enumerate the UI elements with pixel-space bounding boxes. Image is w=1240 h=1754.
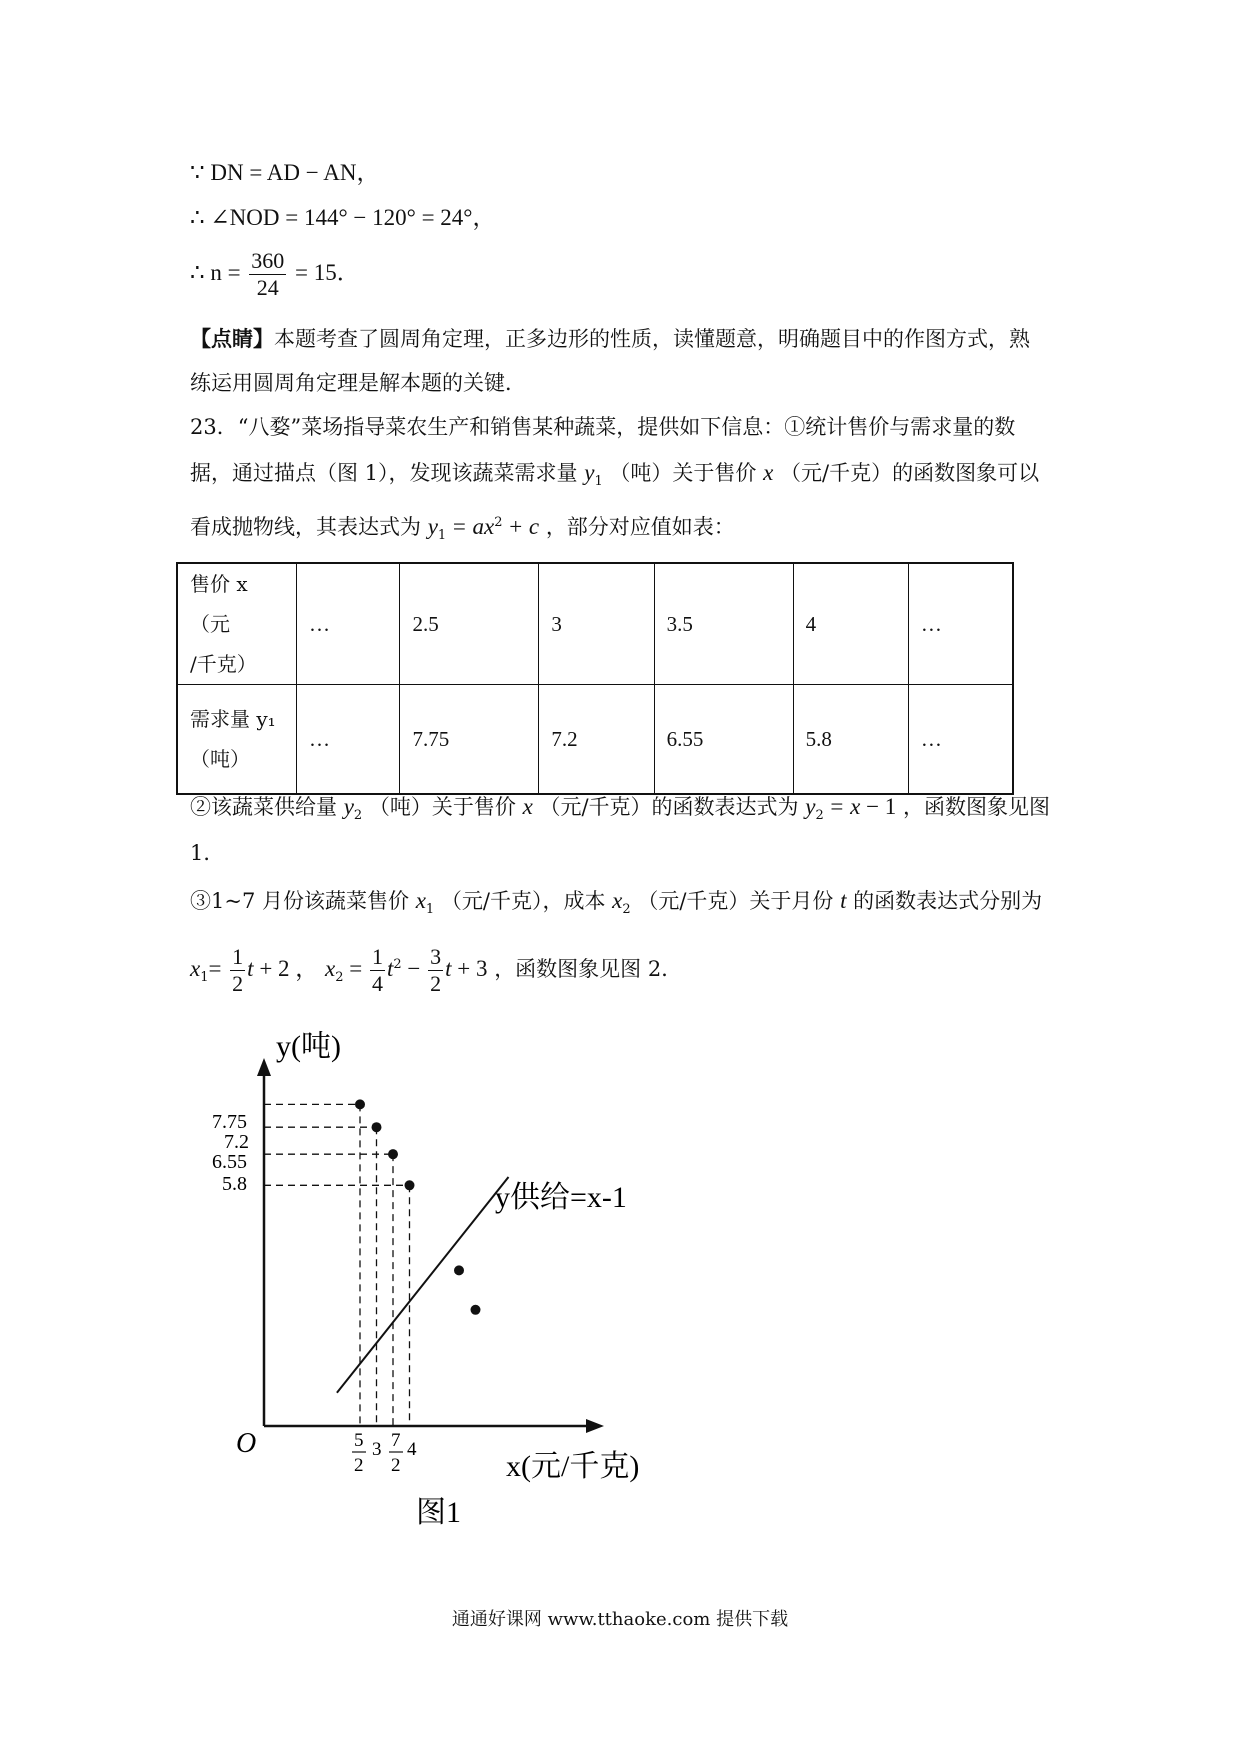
table-cell: … bbox=[297, 563, 400, 685]
table-cell: 5.8 bbox=[793, 685, 908, 795]
line-dn: ∵ DN = AD − AN， bbox=[190, 160, 380, 185]
table-cell: 7.2 bbox=[539, 685, 654, 795]
table-cell: … bbox=[908, 685, 1013, 795]
comment-line-1: 【点睛】本题考查了圆周角定理，正多边形的性质，读懂题意，明确题目中的作图方式，熟 bbox=[190, 326, 1030, 351]
y-axis-label: y(吨) bbox=[276, 1030, 341, 1063]
q23-line-3: 看成抛物线，其表达式为 $y_1 = ax^2 + c$ ，部分对应值如表： bbox=[190, 514, 735, 544]
table-cell: 3 bbox=[539, 563, 654, 685]
q23-line-2: 据，通过描点（图 1），发现该蔬菜需求量 $y_1$ （吨）关于售价 x （元/千克）的函数图象可以 bbox=[190, 460, 1040, 490]
table-cell: … bbox=[297, 685, 400, 795]
demand-point bbox=[372, 1122, 382, 1132]
y-tick-label: 5.8 bbox=[222, 1173, 247, 1195]
demand-point bbox=[454, 1265, 464, 1275]
table-row-header: 售价 x（元 /千克） bbox=[177, 563, 297, 685]
q23-line-1: 23．“八婺”菜场指导菜农生产和销售某种蔬菜，提供如下信息：①统计售价与需求量的数 bbox=[190, 415, 1016, 439]
x-tick-label-7-2 bbox=[389, 1430, 403, 1476]
y-tick-label: 6.55 bbox=[212, 1151, 247, 1173]
comment-line-2: 练运用圆周角定理是解本题的关键． bbox=[190, 371, 526, 395]
table-cell: 3.5 bbox=[654, 563, 793, 685]
svg-text:5: 5 bbox=[354, 1430, 364, 1451]
table-cell: … bbox=[908, 563, 1013, 685]
svg-text:2: 2 bbox=[354, 1455, 364, 1476]
svg-text:7: 7 bbox=[391, 1430, 401, 1451]
figure-caption: 图1 bbox=[416, 1496, 461, 1529]
x-axis-arrow bbox=[586, 1419, 604, 1433]
supply-line-1: ②该蔬菜供给量 $y_2$ （吨）关于售价 x （元/千克）的函数表达式为 $y_2 = x - 1$ ，函数图象见图 bbox=[190, 794, 1050, 824]
svg-text:2: 2 bbox=[391, 1455, 401, 1476]
line-angle: ∴ ∠NOD = 144° − 120° = 24°， bbox=[190, 205, 496, 230]
supply-line-label: y供给=x-1 bbox=[495, 1181, 627, 1214]
y-tick-label: 7.2 bbox=[224, 1131, 249, 1153]
table-cell: 7.75 bbox=[400, 685, 539, 795]
price-line-1: ③1~7 月份该蔬菜售价 $x_1$ （元/千克），成本 $x_2$ （元/千克）关于月份 t 的函数表达式分别为 bbox=[190, 888, 1043, 918]
table-row-header: 需求量 y₁ （吨） bbox=[177, 685, 297, 795]
line-n: ∴ n = $\frac{360}{24}$ = 15． bbox=[190, 248, 360, 300]
supply-line-2: 1． bbox=[190, 841, 225, 865]
demand-point bbox=[388, 1149, 398, 1159]
x-tick-label-5-2 bbox=[352, 1430, 366, 1476]
origin-label: O bbox=[236, 1428, 257, 1459]
price-line-2: $x_1=$ $\frac{1}{2}$ t + 2 ， $x_2$ = $\frac{1}{4}$ $t^2$ − $\frac{3}{2}$ t + 3 ，函数图象见图 2． bbox=[190, 944, 683, 996]
demand-point bbox=[405, 1180, 415, 1190]
table-cell: 4 bbox=[793, 563, 908, 685]
demand-point bbox=[355, 1099, 365, 1109]
supply-line bbox=[337, 1177, 509, 1393]
page-footer: 通通好课网 www.tthaoke.com 提供下载 bbox=[451, 1609, 789, 1630]
demand-point bbox=[471, 1305, 481, 1315]
y-axis-arrow bbox=[257, 1058, 271, 1076]
x-tick-label-4: 4 bbox=[407, 1439, 417, 1460]
x-tick-label-3: 3 bbox=[372, 1439, 382, 1460]
y-tick-label: 7.75 bbox=[212, 1111, 247, 1133]
table-cell: 2.5 bbox=[400, 563, 539, 685]
x-axis-label: x(元/千克) bbox=[506, 1450, 640, 1483]
table-cell: 6.55 bbox=[654, 685, 793, 795]
fraction-360-24: $\frac{360}{24}$ bbox=[251, 248, 285, 300]
